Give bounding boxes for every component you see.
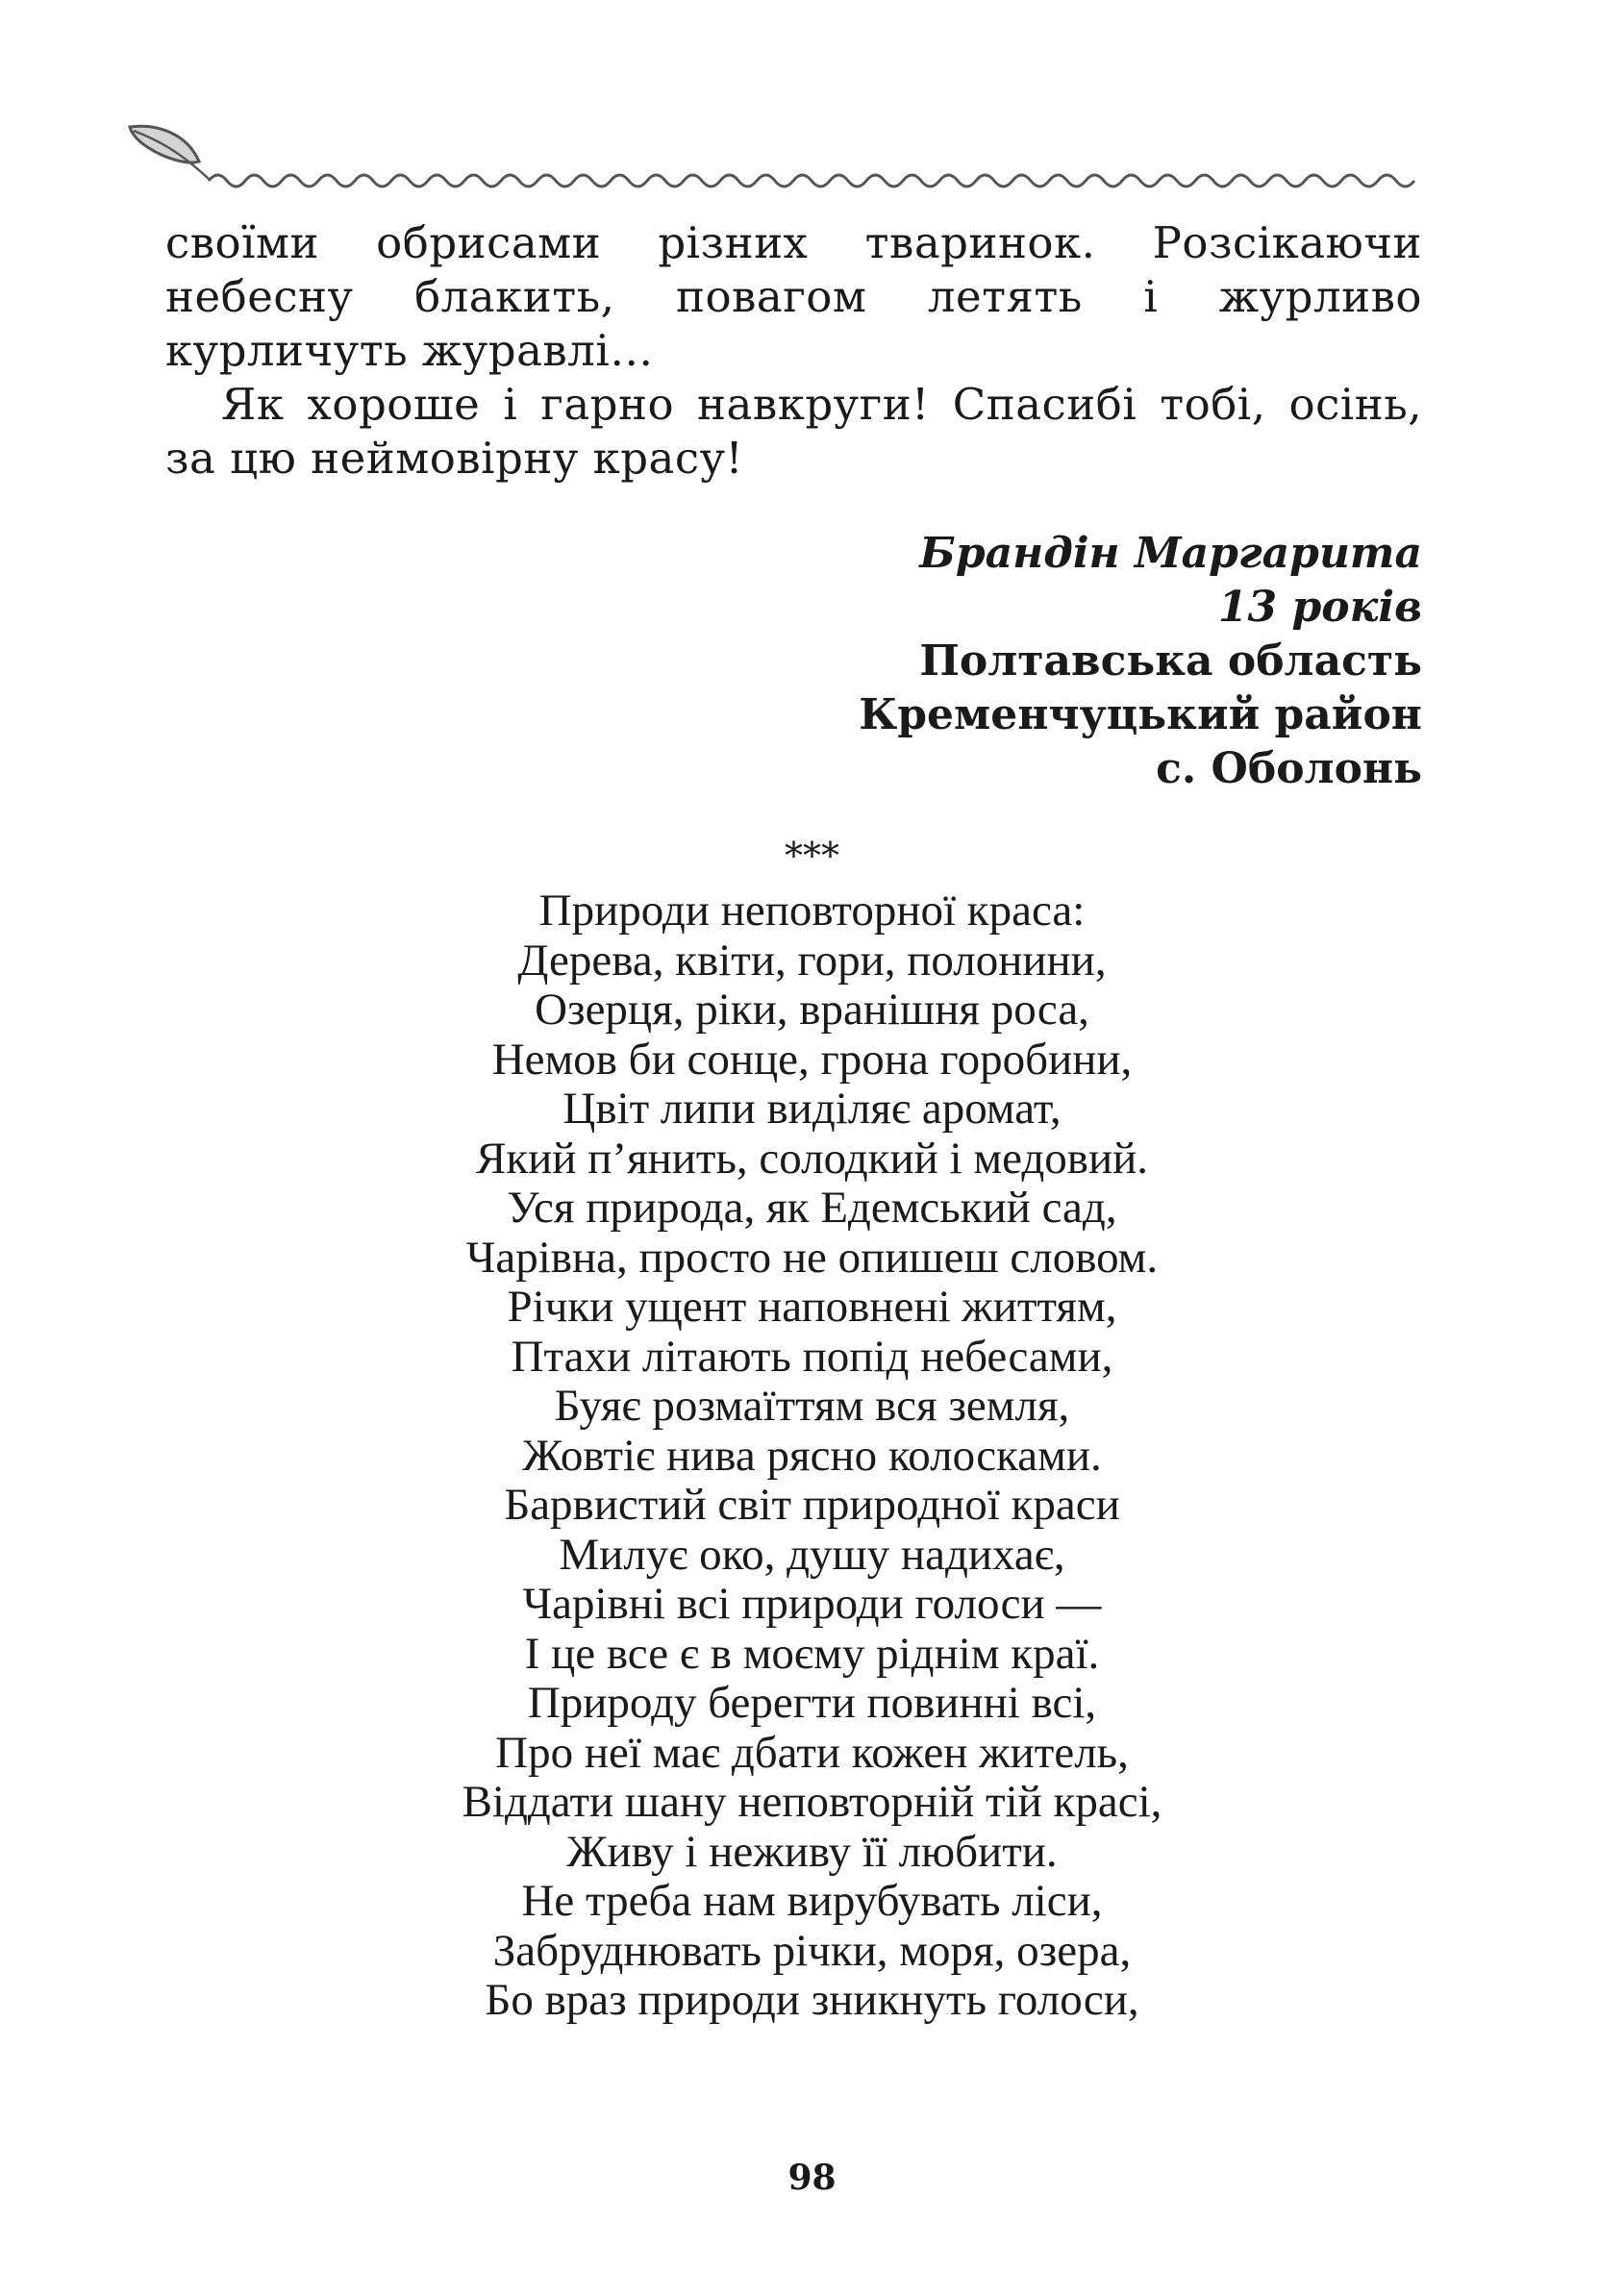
author-signature	[859, 527, 1422, 796]
paragraph-closing: Як хороше і гарно навкруги! Спасибі тобі, осінь, за цю неймовірну красу!	[165, 379, 1422, 484]
page-number: 98	[787, 2158, 837, 2198]
feather-icon	[130, 126, 209, 179]
author-age: 13 років	[1217, 583, 1422, 632]
prose-text	[165, 216, 1422, 486]
poem-line: Живу і неживу її любити.	[566, 1826, 1058, 1877]
poem-line: Природи неповторної краса:	[538, 886, 1086, 936]
author-name: Брандін Маргарита	[919, 529, 1422, 578]
poem-line: Жовтіє нива рясно колосками.	[522, 1430, 1102, 1481]
author-region: Полтавська область	[919, 637, 1422, 686]
poem-line: Забруднювать річки, моря, озера,	[492, 1925, 1132, 1976]
poem-line: Озерця, ріки, вранішня роса,	[535, 985, 1089, 1035]
poem-line: Віддати шану неповторній тій красі,	[462, 1777, 1162, 1827]
poem-line: Не треба нам вирубувать ліси,	[521, 1876, 1103, 1926]
author-village: с. Оболонь	[1156, 744, 1422, 793]
poem-line: Милує око, душу надихає,	[559, 1529, 1065, 1580]
poem-line: Буяє розмаїттям вся земля,	[554, 1381, 1070, 1431]
paragraph-continued: своїми обрисами різних тваринок. Розсікаючи небесну блакить, повагом летять і журливо курличуть журавлі…	[165, 217, 1422, 376]
poem-line: Чарівна, просто не опишеш словом.	[465, 1232, 1159, 1283]
poem-line: Про неї має дбати кожен житель,	[495, 1727, 1129, 1778]
poem	[0, 886, 1624, 2026]
poem-line: Дерева, квіти, гори, полонини,	[517, 935, 1107, 986]
poem-line: І це все є в моєму ріднім краї.	[524, 1628, 1100, 1679]
poem-line: Бо враз природи зникнуть голоси,	[485, 1975, 1139, 2025]
poem-line: Чарівні всі природи голоси —	[522, 1579, 1102, 1629]
header-ornament	[120, 115, 1428, 192]
poem-line: Природу берегти повинні всі,	[527, 1678, 1097, 1728]
author-district: Кременчуцький район	[859, 690, 1422, 739]
poem-line: Барвистий світ природної краси	[504, 1480, 1120, 1530]
poem-line: Уся природа, як Едемський сад,	[507, 1183, 1117, 1233]
poem-line: Цвіт липи виділяє аромат,	[562, 1084, 1062, 1134]
section-separator: ***	[785, 835, 839, 877]
poem-line: Немов би сонце, грона горобини,	[491, 1034, 1133, 1085]
poem-line: Річки ущент наповнені життям,	[507, 1282, 1117, 1332]
poem-line: Який п’янить, солодкий і медовий.	[475, 1133, 1149, 1184]
poem-line: Птахи літають попід небесами,	[511, 1331, 1113, 1382]
wavy-divider	[209, 175, 1414, 187]
